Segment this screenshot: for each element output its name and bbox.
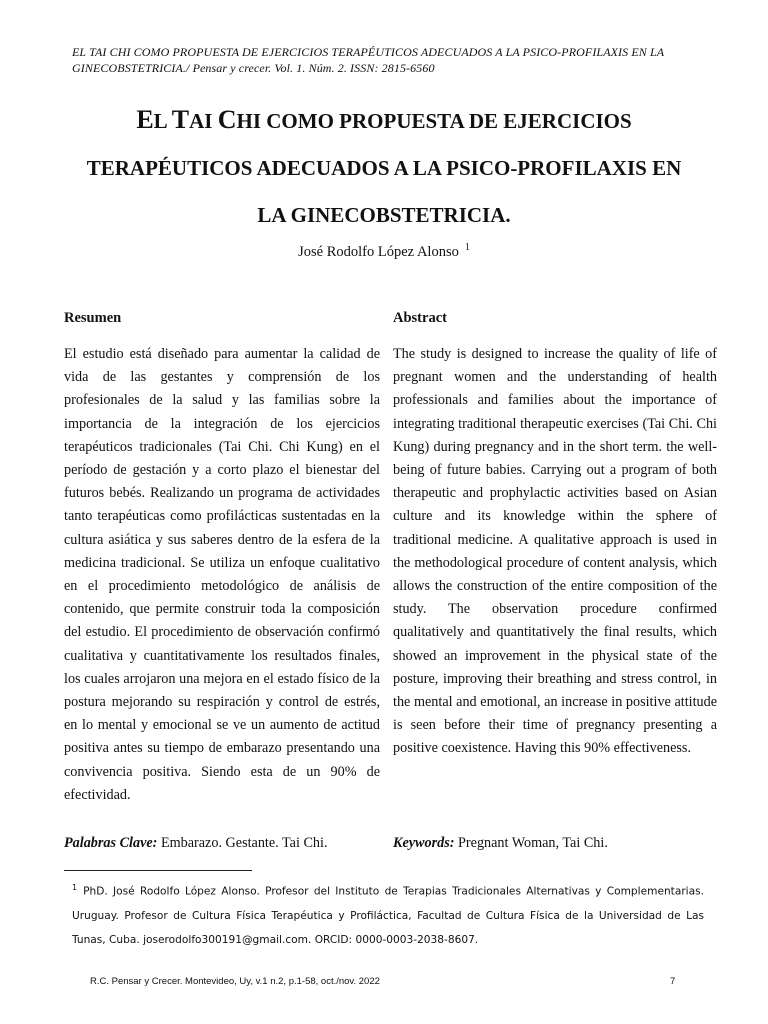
author-name: José Rodolfo López Alonso bbox=[298, 243, 459, 260]
resumen-keywords bbox=[64, 832, 380, 855]
page-number: 7 bbox=[670, 976, 676, 987]
resumen-heading: Resumen bbox=[64, 310, 122, 326]
abstract-keywords-label: Keywords: bbox=[393, 835, 455, 851]
footnote-text: PhD. José Rodolfo López Alonso. Profesor del Instituto de Terapias Tradicionales Alternativas y Complementarias. Uruguay. Profesor de Cultura Física Terapéutica y Profiláctica, Facultad de Cultura Física de la Universidad de Las Tunas, Cuba. joserodolfo300191@gmail.com. ORCID: 0000-0003-2038-8607. bbox=[72, 885, 704, 946]
running-header: EL TAI CHI COMO PROPUESTA DE EJERCICIOS TERAPÉUTICOS ADECUADOS A LA PSICO-PROFILAXIS EN LA GINECOBSTETRICIA./ Pensar y crecer. Vol. 1. Núm. 2. ISSN: 2815-6560 bbox=[72, 45, 664, 75]
resumen-text: El estudio está diseñado para aumentar la calidad de vida de las gestantes y comprensión de los profesionales de la salud y las familias sobre la importancia de la integración de los ejercicios terapéuticos tradicionales (Tai Chi. Chi Kung) en el período de gestación y a corto plazo el bienestar del futuros bebés. Realizando un programa de actividades tanto terapéuticas como profilácticas sustentadas en la cultura asiática y sus saberes dentro de la esfera de la medicina tradicional. Se utiliza un enfoque cualitativo en el procedimiento metodológico de análisis de contenido, que permite construir toda la composición del estudio. El procedimiento de observación confirmó cualitativa y cuantitativamente los resultados finales, los cuales arrojaron una mejora en el estado físico de la postura mejorando su respiración y control de estrés, en lo mental y emocional se ve un aumento de actitud positiva antes su tiempo de embarazo presentando una convivencia positiva. Siendo esta de un 90% de efectividad. bbox=[64, 346, 380, 803]
title-line-1: EL TAI CHI COMO PROPUESTA DE EJERCICIOS bbox=[136, 105, 632, 134]
abstract-heading: Abstract bbox=[393, 310, 447, 326]
article-title bbox=[60, 96, 708, 239]
abstract-keywords-values: Pregnant Woman, Tai Chi. bbox=[454, 835, 608, 851]
author-footnote-mark: 1 bbox=[464, 242, 470, 253]
footnote-mark: 1 bbox=[72, 883, 78, 892]
title-line-3: LA GINECOBSTETRICIA. bbox=[257, 203, 511, 227]
abstract-keywords bbox=[393, 832, 717, 855]
title-line-2: TERAPÉUTICOS ADECUADOS A LA PSICO-PROFILAXIS EN bbox=[86, 156, 682, 180]
abstract-text: The study is designed to increase the quality of life of pregnant women and the understanding of health professionals and families about the importance of integrating traditional therapeutic exercises (Tai Chi. Chi Kung) during pregnancy and in the short term. the well-being of future babies. Carrying out a program of both therapeutic and prophylactic activities based on Asian culture and its knowledge within the sphere of traditional medicine. A qualitative approach is used in the methodological procedure of content analysis, which allows the construction of the entire composition of the study. The observation procedure confirmed qualitatively and quantitatively the final results, which showed an improvement in the physical state of the posture, improving their breathing and stress control, in the mental and emotional, an increase in positive attitude is seen before their time of pregnancy presenting a positive coexistence. Having this 90% effectiveness. bbox=[393, 346, 717, 757]
footnote bbox=[72, 876, 704, 952]
resumen-keywords-label: Palabras Clave: bbox=[64, 835, 158, 851]
resumen-keywords-values: Embarazo. Gestante. Tai Chi. bbox=[157, 835, 328, 851]
footer-citation: R.C. Pensar y Crecer. Montevideo, Uy, v.1 n.2, p.1-58, oct./nov. 2022 bbox=[90, 976, 380, 987]
author-line bbox=[0, 242, 768, 261]
footnote-divider bbox=[64, 870, 252, 871]
